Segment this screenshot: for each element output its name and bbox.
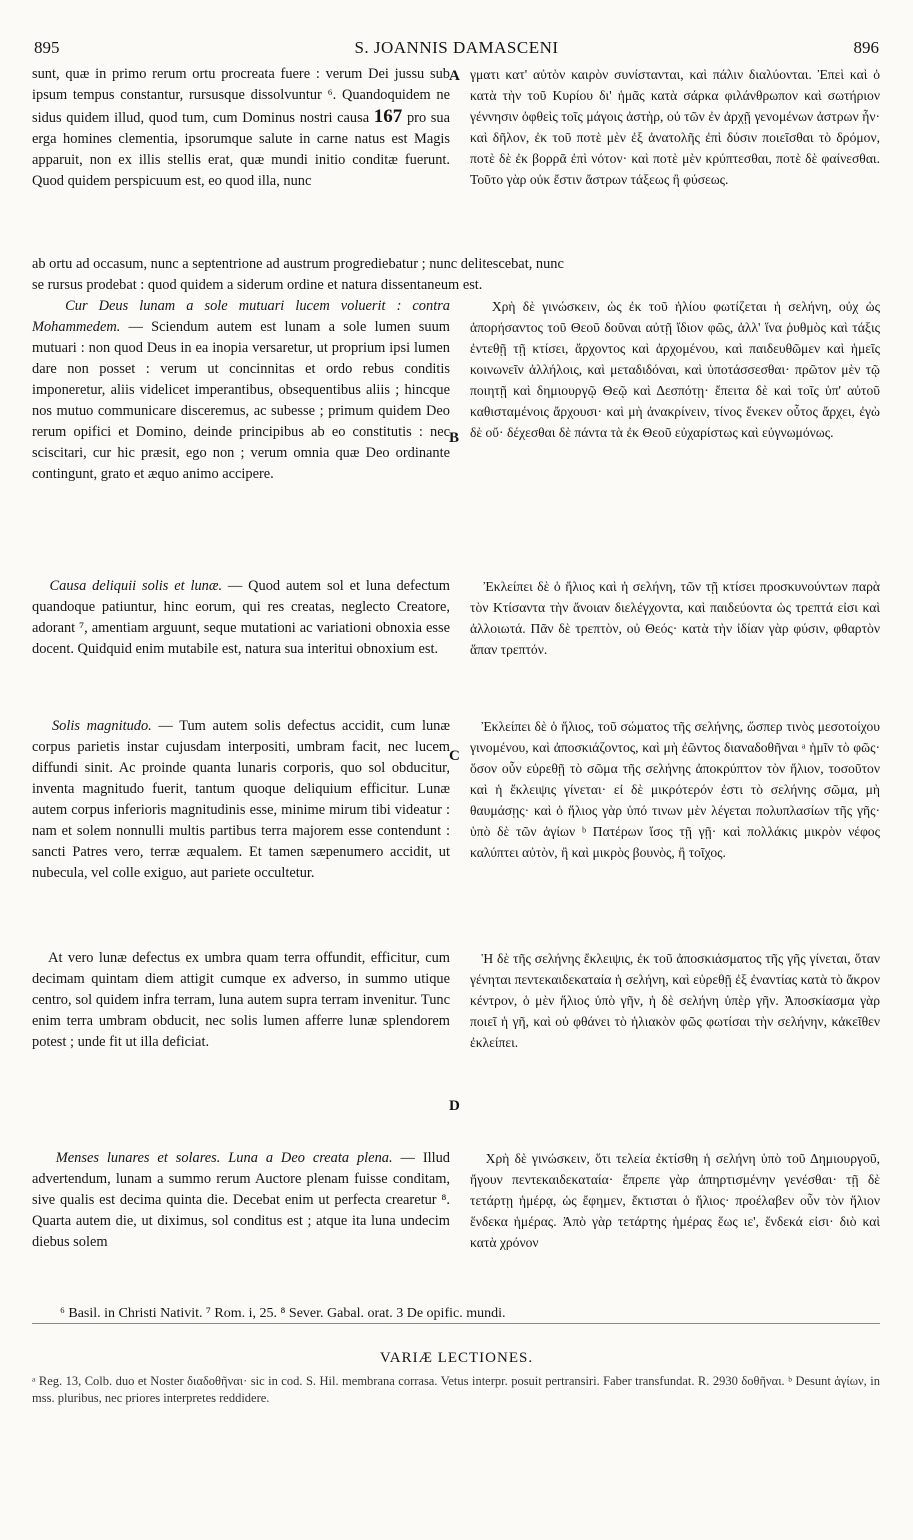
spanning-line-2: se rursus prodebat : quod quidem a siderum ordine et natura dissentaneum est. [32, 277, 483, 293]
variae-lectiones-text: ᵃ Reg. 13, Colb. duo et Noster διαδοθῆναι· sic in cod. S. Hil. membrana corrasa. Vetus interpr. posuit pertransiri. Faber transfundat. R. 2930 δοθῆναι. ᵇ Desunt ἁγίων, in mss. pluribus, nec priores interpretes reddidere. [32, 1374, 880, 1405]
greek-para-3 [470, 576, 880, 660]
latin-text-2: — Sciendum autem est lunam a sole lumen suum mutuari : non quod Deus in ea inopia versaretur, ut proprium ipsi lumen dare non posset : verum ut concinnitas et ordo rebus conditis imponeretur, aliis videlicet imperantibus, obsequentibus aliis ; hincque nos mutuo communicare disceremus, ac subesse ; primum quidem Deo rerum opifici et Domino, deinde principibus ab eo constitutis : nec sciscitari, cur hic præsit, ego non ; verum omnia quæ Deo ordinante contingunt, grato et æquo animo accipere. [32, 319, 450, 482]
latin-para-3 [32, 576, 450, 660]
greek-para-2 [470, 296, 880, 443]
latin-text-1a: sunt, quæ in primo rerum ortu procreata fuere : verum Dei jussu sub ipsum tempus constantur, rursusque dissolvuntur ⁶. Quandoquidem ne sidus quidem illud, quod tum, cum Dominus nostri causa [32, 66, 450, 126]
greek-para-4 [470, 716, 880, 863]
section-marker-c: C [449, 748, 460, 764]
greek-para-1 [470, 64, 880, 190]
running-title: S. JOANNIS DAMASCENI [354, 38, 559, 57]
section-marker-d: D [449, 1098, 460, 1114]
column-number: 167 [373, 106, 403, 127]
greek-para-6 [470, 1148, 880, 1253]
greek-text-3: Ἐκλείπει δὲ ὁ ἥλιος καὶ ἡ σελήνη, τῶν τῇ κτίσει προσκυνούντων παρὰ τὸν Κτίσαντα τὴν ἄνοιαν διελέγχοντα, καὶ παιδεύοντα ὡς τρεπτά εἰσι καὶ ἀλλοιωτά. Πᾶν δὲ τρεπτὸν, οὐ Θεός· κατὰ τὴν ἰδίαν γὰρ φύσιν, φθαρτὸν ἅπαν τρεπτόν. [470, 579, 880, 657]
greek-para-5 [470, 948, 880, 1053]
section-marker-a: A [449, 68, 460, 84]
latin-caption-3: Causa deliquii solis et lunæ. [49, 578, 223, 594]
latin-text-4: — Tum autem solis defectus accidit, cum lunæ corpus parietis instar cujusdam interpositi, umbram facit, nec lucem diffundi sinit. Ac proinde quanta lunaris corporis, quo sol obducitur, inventa magnitudo fuerit, tantum quoque deliquium efficitur. Lunæ autem corpus inferioris magnitudinis esse, minime mirum tibi videatur : nam et solem nonnulli multis partibus terra majorem esse contendunt : sancti Patres vero, terræ æqualem. Et tamen sæpenumero accidit, ut nubecula, vel colle exiguo, aut pariete occultetur. [32, 718, 450, 881]
page-header [34, 38, 879, 60]
latin-caption-2: Cur Deus lunam a sole mutuari lucem voluerit : contra Mohammedem. [32, 298, 450, 335]
latin-text-5: At vero lunæ defectus ex umbra quam terra offundit, efficitur, cum decimam quintam diem attigit cumque ex adverso, in summo utique centro, sol quidem infra terram, luna autem supra terram invenitur. Tunc enim terra umbram obducit, nec solis lumen afferre lunæ splendorem potest ; unde fit ut illa deficiat. [32, 950, 450, 1050]
page-number-left: 895 [34, 38, 60, 57]
greek-text-1: γματι κατ' αὐτὸν καιρὸν συνίστανται, καὶ πάλιν διαλύονται. Ἐπεὶ καὶ ὁ κατὰ τὴν τοῦ Κυρίου δι' ἡμᾶς κατὰ σάρκα φιλάνθρωπον καὶ σωτήριον γέννησιν ὀφθεὶς τοῖς μάγοις ἀστὴρ, οὐ τῶν ἐν ἀρχῇ γενομένων ἀστρων ἦν· καὶ δῆλον, ἐκ τοῦ ποτὲ μὲν ἐξ ἀνατολῆς ἐπὶ δύσιν ποιεῖσθαι τὸ δρόμον, ποτὲ δὲ ἐκ βορρᾶ ἐπὶ νότον· καὶ ποτὲ μὲν κρύπτεσθαι, ποτὲ δὲ φαίνεσθαι. Τοῦτο γὰρ οὐκ ἔστιν ἄστρων τάξεως ἢ φύσεως. [470, 67, 880, 187]
latin-text-1b: pro sua erga homines clementia, ipsorumque salute in carne natus est Magis apparuit, non ex illis stellis erat, quæ mundi initio conditæ fuerunt. Quod quidem perspicuum est, eo quod illa, nunc [32, 110, 450, 189]
greek-text-2: Χρὴ δὲ γινώσκειν, ὡς ἐκ τοῦ ἡλίου φωτίζεται ἡ σελήνη, οὐχ ὡς ἀπορήσαντος τοῦ Θεοῦ δοῦναι αὐτῇ ἴδιον φῶς, ἀλλ' ἵνα ῥυθμὸς καὶ τάξις ἐντεθῇ τῇ κτίσει, ἄρχοντος καὶ ἀρχομένου, καὶ παιδευθῶμεν καὶ ἡμεῖς κοινωνεῖν ἀλλήλοις, καὶ μεταδιδόναι, καὶ ὑποτάσσεσθαι· πρῶτον μὲν τῷ ποιητῇ καὶ δημιουργῷ Θεῷ καὶ Δεσπότῃ· ἔπειτα δὲ καὶ τοῖς ὑπ' αὐτοῦ καθισταμένοις ἄρχουσι· καὶ μὴ ἀνακρίνειν, τίνος ἕνεκεν οὗτος ἄρχει, ἐγὼ δὲ οὔ· δέχεσθαι δὲ πάντα τὰ ἐκ Θεοῦ εὐχαρίστως καὶ εὐγνωμόνως. [470, 299, 880, 440]
latin-para-2 [32, 296, 450, 485]
latin-caption-4: Solis magnitudo. [51, 718, 152, 734]
spanning-line-1: ab ortu ad occasum, nunc a septentrione ad austrum progrediebatur ; nunc delitescebat, nunc [32, 256, 564, 272]
section-marker-b: B [449, 430, 460, 446]
greek-text-4: Ἐκλείπει δὲ ὁ ἥλιος, τοῦ σώματος τῆς σελήνης, ὥσπερ τινὸς μεσοτοίχου γινομένου, καὶ ἀποσκιάζοντος, καὶ μὴ ἐῶντος διαναδοθῆναι ᵃ ἡμῖν τὸ φῶς· ὅσον οὖν εὑρεθῇ τὸ σῶμα τῆς σελήνης ἀποκρύπτον τὸν ἥλιον, τοσοῦτον καὶ ἡ ἔκλειψις γίνεται· εἰ δὲ μικρότερόν ἐστι τὸ σελήνης σῶμα, μὴ θαυμάσῃς· καὶ ὁ ἥλιος γὰρ ὑπό τινων μὲν λέγεται πολυπλασίων τῆς γῆς· ὑπὸ δὲ τῶν ἁγίων ᵇ Πατέρων ἴσος τῇ γῇ· καὶ πολλάκις μικρὸν νέφος καλύπτει αὐτὸν, ἢ καὶ μικρὸς βουνὸς, ἢ τοῖχος. [470, 719, 880, 860]
latin-para-1 [32, 64, 450, 192]
footnotes: ⁶ Basil. in Christi Nativit. ⁷ Rom. i, 25. ⁸ Sever. Gabal. orat. 3 De opific. mundi. [60, 1306, 506, 1321]
variae-lectiones-title: VARIÆ LECTIONES. [379, 1350, 534, 1366]
latin-caption-6: Menses lunares et solares. Luna a Deo creata plena. [55, 1150, 393, 1166]
footnote-divider [32, 1323, 880, 1324]
latin-para-6 [32, 1148, 450, 1253]
latin-text-3: — Quod autem sol et luna defectum quandoque patiuntur, hinc eorum, qui res creatas, neglecto Creatore, adorant ⁷, amentiam arguunt, seque mutationi ac variationi obnoxia esse docent. Quidquid enim mutabile est, natura sua interitui obnoxium est. [32, 578, 451, 657]
latin-para-5 [32, 948, 450, 1053]
latin-text-6: — Illud advertendum, lunam a summo rerum Auctore plenam fuisse conditam, sive qualis est decima quinta die. Decebat enim ut perfecta crearetur ⁸. Quarta autem die, ut diximus, sol conditus est ; atque ita luna undecim diebus solem [32, 1150, 450, 1250]
latin-para-4 [32, 716, 450, 884]
greek-text-5: Ἡ δὲ τῆς σελήνης ἔκλειψις, ἐκ τοῦ ἀποσκιάσματος τῆς γῆς γίνεται, ὅταν γένηται πεντεκαιδεκαταία ἡ σελήνη, καὶ εὑρεθῇ ἐξ ἐναντίας κατὰ τὸ ἄκρον κέντρον, ὁ μὲν ἥλιος ὑπὸ γῆν, ἡ δὲ σελήνη ὑπὲρ γῆν. Ἀποσκίασμα γὰρ ποιεῖ ἡ γῆ, καὶ οὐ φθάνει τὸ ἡλιακὸν φῶς φωτίσαι τὴν σελήνην, κἀκεῖθεν ἐκλείπει. [470, 951, 880, 1050]
page-number-right: 896 [853, 38, 879, 57]
greek-text-6: Χρὴ δὲ γινώσκειν, ὅτι τελεία ἐκτίσθη ἡ σελήνη ὑπὸ τοῦ Δημιουργοῦ, ἤγουν πεντεκαιδεκαταία· ἔπρεπε γὰρ ἀπηρτισμένην γενέσθαι· τῇ δὲ τετάρτῃ ἡμέρᾳ, ὡς ἔφημεν, ἔκτισται ὁ ἥλιος· προέλαβεν οὖν τὸν ἥλιον ἕνδεκα ἡμέρας. Ἀπὸ γὰρ τετάρτης ἡμέρας ἕως ιε', ἕνδεκά εἰσι· διὸ καὶ κατὰ χρόνον [470, 1151, 880, 1250]
